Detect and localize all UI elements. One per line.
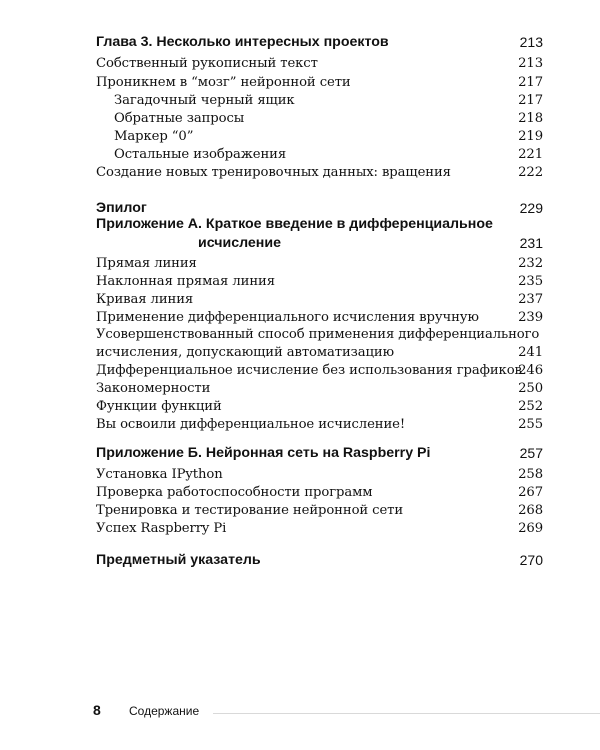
toc-entry-title: Успех Raspberry Pi [96,521,227,536]
toc-section [0,256,600,276]
toc-section [0,327,600,347]
toc-section [0,521,600,541]
toc-entry-title: Загадочный черный ящик [114,93,295,108]
toc-chapter [0,552,600,572]
page-footer [83,700,600,722]
toc-chapter [0,445,600,465]
toc-entry-title: исчисление [198,235,281,251]
toc-section [0,292,600,312]
toc-entry-title: Приложение А. Краткое введение в дифференциальное [96,216,493,232]
toc-entry-page: 267 [518,485,543,500]
toc-entry-title: исчисления, допускающий автоматизацию [96,345,394,360]
footer-page-number: 8 [93,702,101,718]
toc-entry-title: Прямая линия [96,256,197,271]
toc-entry-title: Установка IPython [96,467,223,482]
toc-subsection [0,111,600,131]
toc-entry-title: Глава 3. Несколько интересных проектов [96,34,389,50]
toc-section [0,165,600,185]
toc-chapter [0,34,600,54]
toc-entry-page: 229 [519,200,543,216]
toc-entry-page: 258 [518,467,543,482]
toc-entry-page: 213 [518,56,543,71]
toc-section [0,467,600,487]
toc-entry-page: 231 [519,235,543,251]
toc-entry-page: 270 [519,552,543,568]
toc-entry-page: 255 [518,417,543,432]
footer-rule [213,713,600,714]
toc-entry-page: 217 [518,93,543,108]
toc-section [0,503,600,523]
toc-entry-title: Наклонная прямая линия [96,274,275,289]
toc-entry-title: Создание новых тренировочных данных: вращения [96,165,451,180]
toc-entry-page: 218 [518,111,543,126]
toc-entry-page: 222 [518,165,543,180]
toc-entry-title: Предметный указатель [96,552,261,568]
toc-chapter [0,216,600,236]
toc-entry-title: Применение дифференциального исчисления вручную [96,310,479,325]
toc-section-continued [0,345,600,365]
toc-entry-page: 237 [518,292,543,307]
toc-entry-page: 252 [518,399,543,414]
toc-entry-title: Дифференциальное исчисление без использования графиков [96,363,522,378]
toc-entry-page: 217 [518,75,543,90]
footer-title: Содержание [129,704,200,718]
toc-subsection [0,93,600,113]
toc-entry-title: Усовершенствованный способ применения дифференциального [96,327,540,342]
toc-entry-page: 232 [518,256,543,271]
toc-entry-page: 241 [518,345,543,360]
toc-section [0,274,600,294]
toc-chapter-continued [0,235,600,255]
toc-entry-title: Функции функций [96,399,222,414]
toc-entry-page: 239 [518,310,543,325]
toc-entry-page: 213 [519,34,543,50]
toc-section [0,417,600,437]
toc-entry-title: Вы освоили дифференциальное исчисление! [96,417,406,432]
toc-entry-page: 250 [518,381,543,396]
toc-entry-page: 219 [518,129,543,144]
toc-section [0,56,600,76]
toc-entry-page: 246 [518,363,543,378]
toc-entry-title: Обратные запросы [114,111,245,126]
toc-entry-page: 221 [518,147,543,162]
toc-entry-page: 235 [518,274,543,289]
toc-entry-title: Проникнем в “мозг” нейронной сети [96,75,351,90]
toc-entry-title: Остальные изображения [114,147,287,162]
toc-entry-page: 268 [518,503,543,518]
toc-entry-title: Приложение Б. Нейронная сеть на Raspberry Pi [96,445,431,461]
toc-entry-title: Проверка работоспособности программ [96,485,373,500]
toc-entry-title: Тренировка и тестирование нейронной сети [96,503,404,518]
toc-entry-title: Собственный рукописный текст [96,56,318,71]
toc-section [0,363,600,383]
toc-section [0,381,600,401]
toc-section [0,399,600,419]
toc-entry-title: Закономерности [96,381,211,396]
toc-entry-title: Эпилог [96,200,147,216]
toc-subsection [0,129,600,149]
toc-section [0,485,600,505]
toc-subsection [0,147,600,167]
toc-entry-page: 257 [519,445,543,461]
toc-entry-title: Кривая линия [96,292,194,307]
toc-entry-page: 269 [518,521,543,536]
toc-entry-title: Маркер “0” [114,129,194,144]
toc-section [0,75,600,95]
